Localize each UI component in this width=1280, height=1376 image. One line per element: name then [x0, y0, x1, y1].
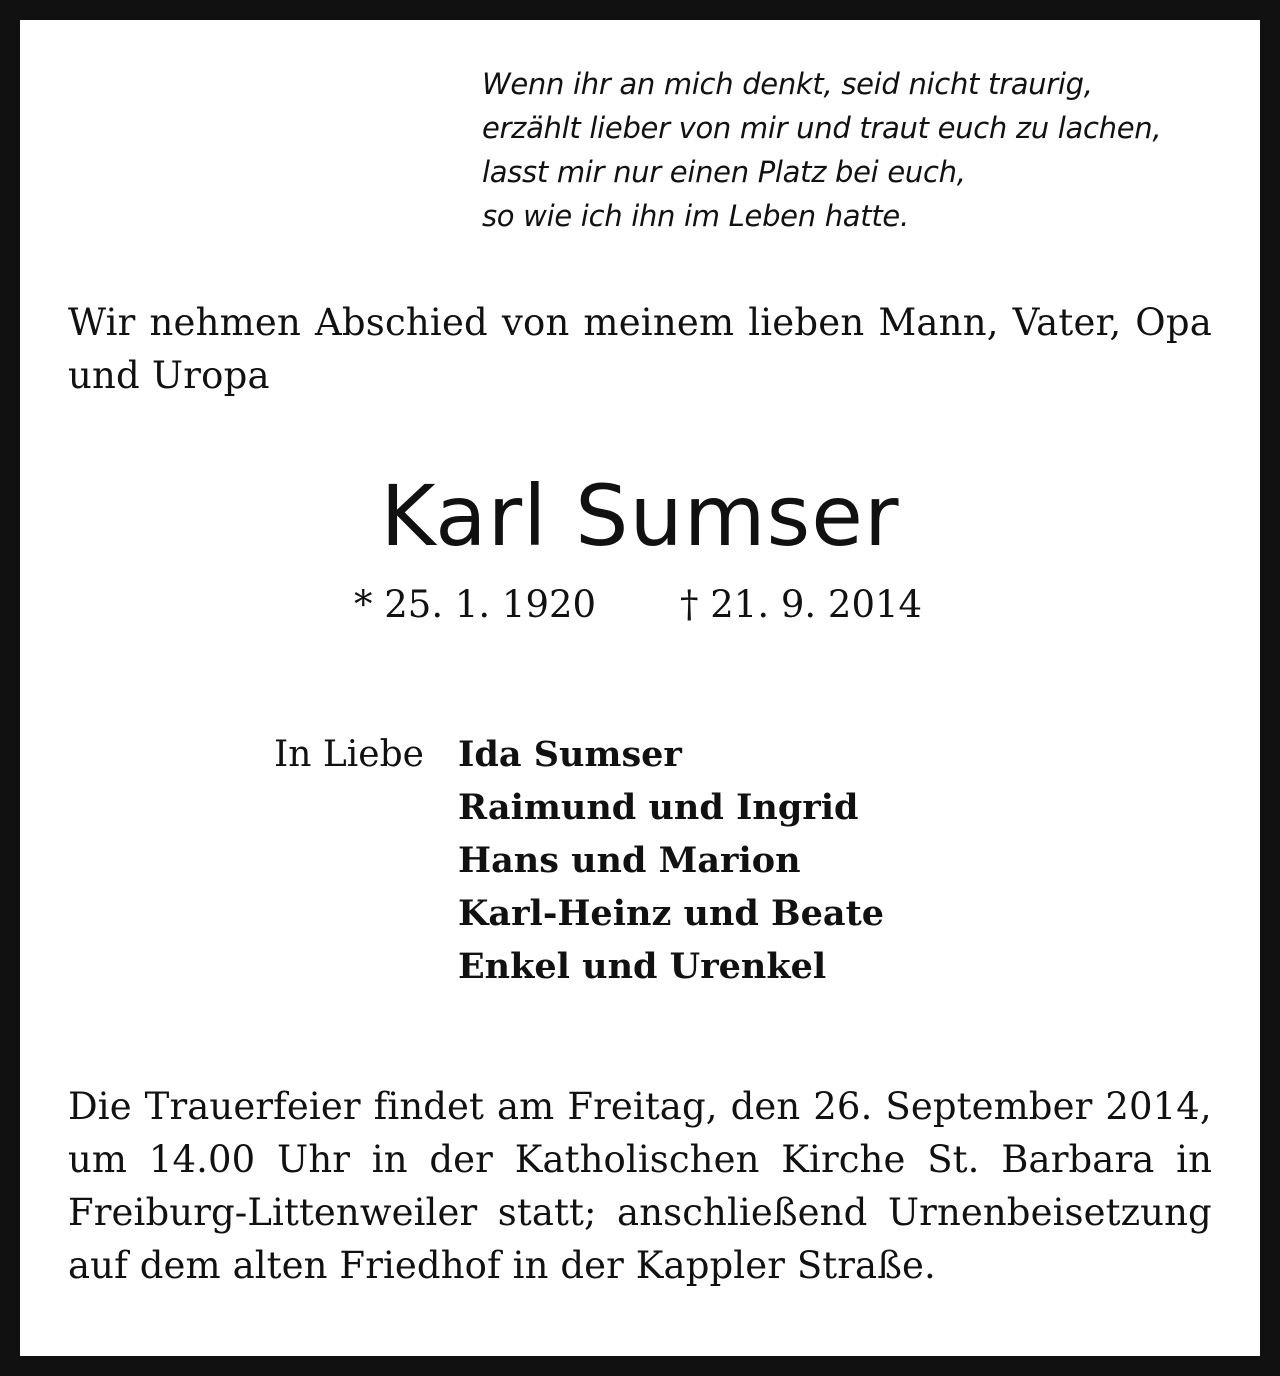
ceremony-line: Die Trauerfeier findet am Freitag, den 26. September 2014, [68, 1085, 1212, 1128]
poem-line: so wie ich ihn im Leben hatte. [482, 199, 909, 233]
death-date: † 21. 9. 2014 [680, 583, 923, 626]
mourners-list [458, 728, 884, 993]
mourner-name: Enkel und Urenkel [458, 946, 827, 987]
deceased-name-text: Karl Sumser [380, 467, 900, 565]
mourner-name: Ida Sumser [458, 734, 682, 775]
poem-quote [482, 62, 1222, 238]
birth-date: * 25. 1. 1920 [354, 583, 597, 626]
ceremony-line: Freiburg-Littenweiler statt; anschließend Urnenbeisetzung [68, 1191, 1212, 1234]
ceremony-line: um 14.00 Uhr in der Katholischen Kirche St. Barbara in [68, 1138, 1213, 1181]
ceremony-details [68, 1080, 1212, 1292]
deceased-name [0, 466, 1280, 566]
poem-line: Wenn ihr an mich denkt, seid nicht traurig, [482, 67, 1093, 101]
mourner-name: Karl-Heinz und Beate [458, 893, 885, 934]
poem-line: erzählt lieber von mir und traut euch zu lachen, [482, 111, 1162, 145]
poem-line: lasst mir nur einen Platz bei euch, [482, 155, 966, 189]
mourner-name: Raimund und Ingrid [458, 787, 859, 828]
mourners-lead: In Liebe [274, 734, 424, 775]
mourner-name: Hans und Marion [458, 840, 801, 881]
farewell-intro: Wir nehmen Abschied von meinem lieben Mann, Vater, Opa und Uropa [68, 301, 1212, 397]
ceremony-line: auf dem alten Friedhof in der Kappler Straße. [68, 1244, 936, 1287]
